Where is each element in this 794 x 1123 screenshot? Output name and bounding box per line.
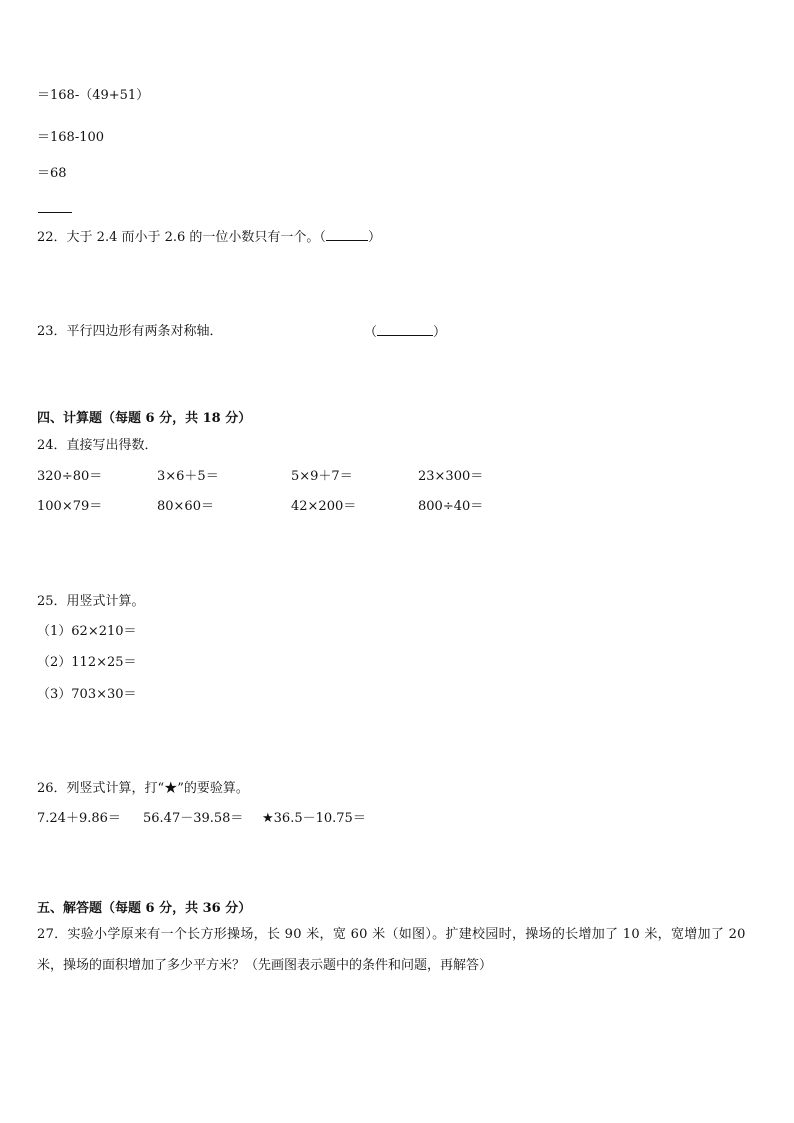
question-22	[37, 228, 381, 247]
question-26-item-1: 7.24＋9.86＝	[37, 811, 121, 826]
question-23-close-paren: ）	[433, 325, 447, 340]
q24-r1-c3: 5×9＋7＝	[291, 469, 353, 484]
question-25-item-1: （1）62×210＝	[37, 624, 137, 639]
question-26-item-2: 56.47－39.58＝	[143, 811, 244, 826]
question-27-line-1: 27．实验小学原来有一个长方形操场，长 90 米，宽 60 米（如图）。扩建校园时，操场的长增加了 10 米，宽增加了 20	[37, 927, 746, 942]
question-25-item-2: （2）112×25＝	[37, 655, 137, 670]
q24-r1-c2: 3×6＋5＝	[157, 469, 219, 484]
q24-r2-c1: 100×79＝	[37, 499, 103, 514]
q24-r2-c4: 800÷40＝	[418, 499, 484, 514]
section-4-heading: 四、计算题（每题 6 分，共 18 分）	[37, 411, 252, 426]
question-23-open-paren: （	[364, 325, 378, 340]
question-26-text: 26．列竖式计算，打“★”的要验算。	[37, 781, 249, 796]
question-23-answer	[364, 323, 446, 342]
q24-r1-c1: 320÷80＝	[37, 469, 103, 484]
work-step-2: ＝168-100	[37, 130, 105, 145]
work-step-3: ＝68	[37, 166, 67, 181]
question-25-text: 25．用竖式计算。	[37, 594, 145, 609]
question-22-answer-blank[interactable]	[326, 228, 368, 241]
question-24-text: 24．直接写出得数．	[37, 438, 158, 453]
question-25-item-3: （3）703×30＝	[37, 687, 137, 702]
question-23-text: 23．平行四边形有两条对称轴．	[37, 324, 223, 339]
answer-blank-line	[38, 212, 72, 213]
question-22-text: 22．大于 2.4 而小于 2.6 的一位小数只有一个。	[37, 230, 320, 245]
section-5-heading: 五、解答题（每题 6 分，共 36 分）	[37, 901, 252, 916]
q24-r2-c3: 42×200＝	[291, 499, 357, 514]
q24-r1-c4: 23×300＝	[418, 469, 484, 484]
question-23-answer-blank[interactable]	[377, 323, 433, 336]
question-22-open-paren: （	[319, 230, 326, 245]
question-27-line-2: 米，操场的面积增加了多少平方米？（先画图表示题中的条件和问题，再解答）	[37, 958, 493, 973]
question-26-item-3: ★36.5－10.75＝	[262, 811, 366, 826]
work-step-1: ＝168-（49+51）	[37, 88, 150, 103]
q24-r2-c2: 80×60＝	[157, 499, 214, 514]
question-22-close-paren: ）	[367, 230, 381, 245]
